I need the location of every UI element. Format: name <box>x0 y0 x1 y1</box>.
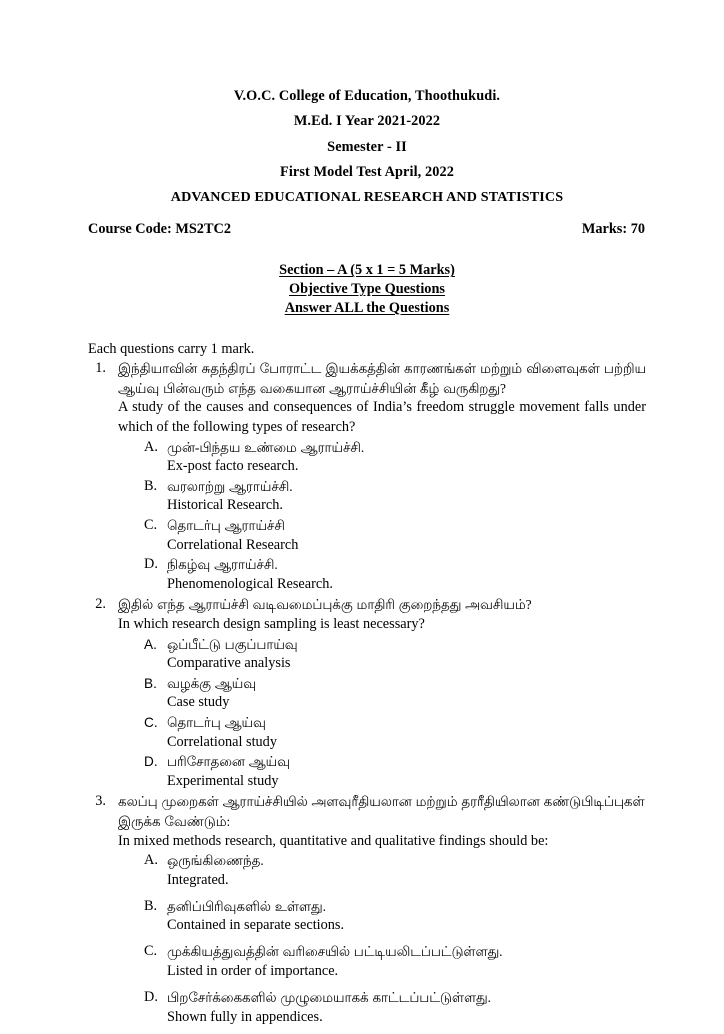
option-text <box>167 438 646 477</box>
option-text <box>167 988 646 1027</box>
question-text-tamil: இதில் எந்த ஆராய்ச்சி வடிவமைப்புக்கு மாதிரி குறைந்தது அவசியம்? <box>118 597 532 613</box>
option-text-tamil: நிகழ்வு ஆராய்ச்சி. <box>167 557 278 573</box>
section-instruction: Answer ALL the Questions <box>284 299 450 316</box>
option-text-tamil: ஒப்பீட்டு பகுப்பாய்வு <box>167 636 298 652</box>
question-number: 3. <box>95 793 106 810</box>
question-text-english: In mixed methods research, quantitative and qualitative findings should be: <box>118 832 549 849</box>
option-text-english: Shown fully in appendices. <box>167 1008 323 1025</box>
question-item <box>88 792 646 1034</box>
option-text-english: Correlational study <box>167 733 277 750</box>
option-text-tamil: பிறசேர்க்கைகளில் முழுமையாகக் காட்டப்பட்டுள்ளது. <box>167 990 491 1006</box>
option-text-english: Historical Research. <box>167 497 283 514</box>
exam-name: First Model Test April, 2022 <box>280 163 454 180</box>
option-text-tamil: ஒருங்கிணைந்த. <box>167 853 264 869</box>
option-letter: B. <box>144 675 157 691</box>
option-text-english: Contained in separate sections. <box>167 917 345 934</box>
option-item[interactable] <box>144 438 646 477</box>
option-letter: A. <box>144 438 158 455</box>
option-item[interactable] <box>144 477 646 516</box>
question-item <box>88 359 646 594</box>
question-number: 1. <box>95 360 106 377</box>
section-instruction-row <box>88 299 646 318</box>
question-body <box>118 595 646 791</box>
option-letter: A. <box>144 636 157 652</box>
option-text <box>167 477 646 516</box>
option-letter: C. <box>144 943 158 960</box>
subject-title: ADVANCED EDUCATIONAL RESEARCH AND STATISTICS <box>170 189 564 206</box>
section-title-row <box>88 261 646 280</box>
option-text-english: Correlational Research <box>167 536 299 553</box>
question-text-english: In which research design sampling is least necessary? <box>118 615 425 632</box>
option-text <box>167 635 646 674</box>
option-item[interactable] <box>144 713 646 752</box>
program-year: M.Ed. I Year 2021-2022 <box>293 113 441 130</box>
option-letter: D. <box>144 754 158 770</box>
option-item[interactable] <box>144 942 646 981</box>
option-letter: C. <box>144 714 158 730</box>
option-item[interactable] <box>144 897 646 936</box>
option-text-tamil: தொடர்பு ஆராய்ச்சி <box>167 518 285 534</box>
question-text-tamil: இந்தியாவின் சுதந்திரப் போராட்ட இயக்கத்தின் காரணங்கள் மற்றும் விளைவுகள் பற்றிய ஆய்வு பின்வரும் எந்த வகையான ஆராய்ச்சியின் கீழ் வருகிறது? <box>118 361 646 396</box>
option-list <box>118 851 646 1027</box>
option-text-english: Phenomenological Research. <box>167 575 333 592</box>
option-letter: D. <box>144 556 158 573</box>
option-text-tamil: வழக்கு ஆய்வு <box>167 675 257 691</box>
question-text-tamil: கலப்பு முறைகள் ஆராய்ச்சியில் அளவுரீதியலான மற்றும் தரரீதியிலான கண்டுபிடிப்புகள் இருக்க வேண்டும்: <box>118 794 645 829</box>
section-heading <box>88 261 646 317</box>
option-item[interactable] <box>144 635 646 674</box>
option-list <box>118 438 646 595</box>
option-text <box>167 713 646 752</box>
exam-header <box>88 84 646 210</box>
option-item[interactable] <box>144 752 646 791</box>
college-name: V.O.C. College of Education, Thoothukudi. <box>233 88 501 104</box>
semester: Semester - II <box>327 138 407 155</box>
section-type: Objective Type Questions <box>289 281 445 298</box>
course-meta-bar <box>88 221 646 238</box>
option-text-english: Listed in order of importance. <box>167 963 339 980</box>
option-item[interactable] <box>144 555 646 594</box>
question-text-english: A study of the causes and consequences of India’s freedom struggle movement falls under which of the following types of research? <box>118 399 646 436</box>
option-text <box>167 897 646 936</box>
option-letter: B. <box>144 897 158 914</box>
option-text <box>167 851 646 890</box>
option-letter: B. <box>144 477 158 494</box>
option-text-english: Experimental study <box>167 772 279 789</box>
marks-note: Each questions carry 1 mark. <box>88 341 255 358</box>
option-text-tamil: முக்கியத்துவத்தின் வரிசையில் பட்டியலிடப்பட்டுள்ளது. <box>167 944 503 960</box>
option-text-english: Ex-post facto research. <box>167 458 299 475</box>
option-text-english: Integrated. <box>167 871 229 888</box>
option-text <box>167 555 646 594</box>
question-number: 2. <box>95 596 106 613</box>
option-text-english: Case study <box>167 694 230 711</box>
option-text <box>167 752 646 791</box>
option-item[interactable] <box>144 988 646 1027</box>
option-letter: C. <box>144 517 158 534</box>
option-item[interactable] <box>144 516 646 555</box>
course-code: Course Code: MS2TC2 <box>88 221 231 238</box>
option-text-english: Comparative analysis <box>167 655 291 672</box>
option-item[interactable] <box>144 674 646 713</box>
question-item <box>88 595 646 791</box>
option-text <box>167 942 646 981</box>
option-text <box>167 674 646 713</box>
option-text-tamil: தொடர்பு ஆய்வு <box>167 714 266 730</box>
option-text-tamil: முன்-பிந்தய உண்மை ஆராய்ச்சி. <box>167 439 365 455</box>
option-list <box>118 635 646 792</box>
section-title: Section – A (5 x 1 = 5 Marks) <box>279 262 455 279</box>
option-item[interactable] <box>144 851 646 890</box>
option-text-tamil: தனிப்பிரிவுகளில் உள்ளது. <box>167 898 326 914</box>
question-body <box>118 792 646 1034</box>
option-text <box>167 516 646 555</box>
option-letter: A. <box>144 852 158 869</box>
section-type-row <box>88 280 646 299</box>
option-text-tamil: பரிசோதனை ஆய்வு <box>167 754 290 770</box>
option-text-tamil: வரலாற்று ஆராய்ச்சி. <box>167 478 293 494</box>
option-letter: D. <box>144 989 158 1006</box>
question-body <box>118 359 646 594</box>
total-marks: Marks: 70 <box>581 221 645 238</box>
